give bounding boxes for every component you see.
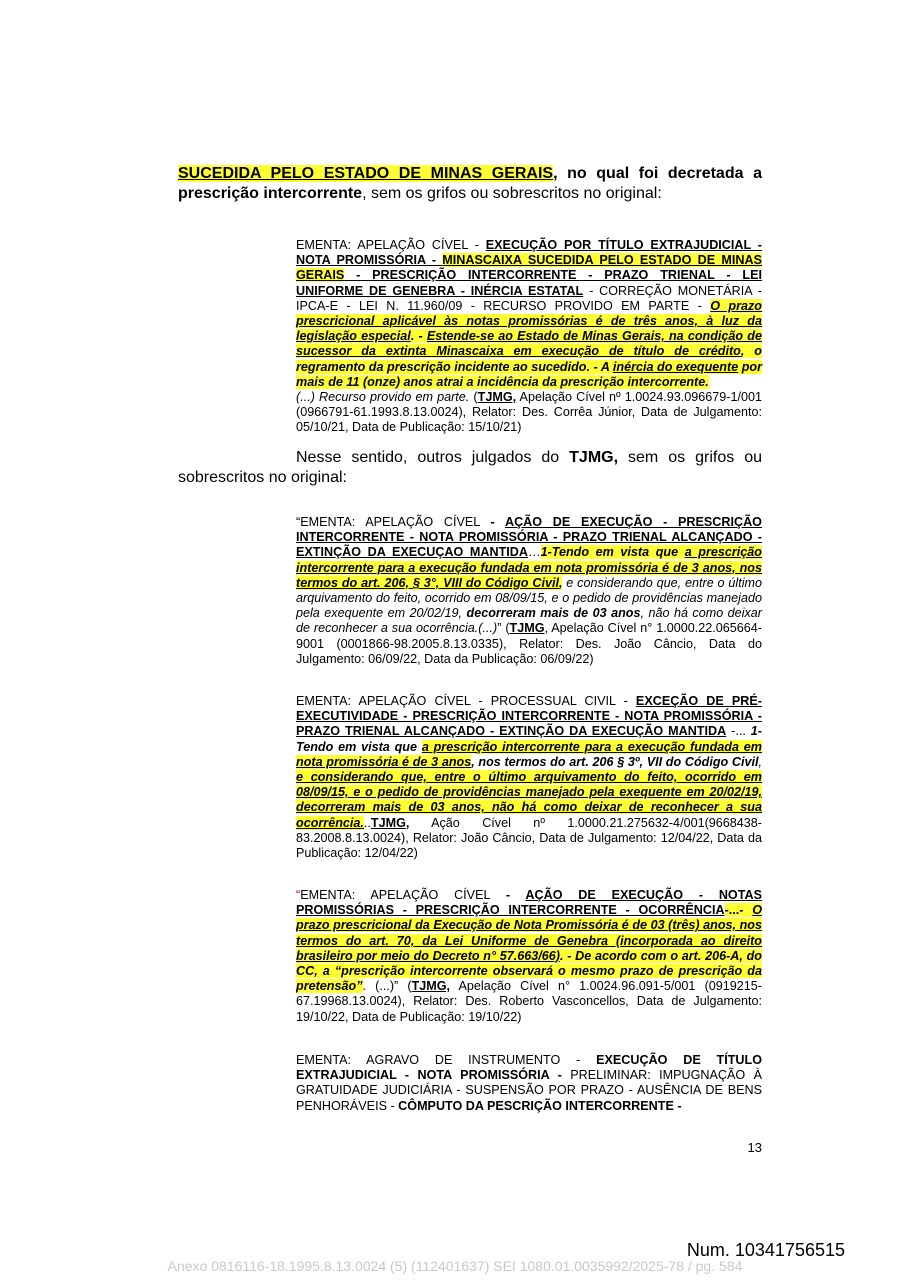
q3-g: , xyxy=(758,754,763,769)
q1-f: O prazo prescricional aplicável às notas promissórias é de três anos, à luz da legislação especial xyxy=(296,298,762,344)
intro-highlight: SUCEDIDA PELO ESTADO DE MINAS GERAIS xyxy=(178,165,554,182)
q4-d: AÇÃO DE EXECUÇÃO - NOTAS PROMISSÓRIAS - PRESCRIÇÃO INTERCORRENTE - OCORRÊNCIA xyxy=(296,888,762,918)
quote-ementa-3 xyxy=(296,694,762,861)
intro-tail: , sem os grifos ou sobrescritos no original: xyxy=(362,185,662,202)
q1-m: ( xyxy=(469,390,478,405)
q5-d: CÔMPUTO DA PESCRIÇÃO INTERCORRENTE - xyxy=(398,1098,682,1113)
document-number-stamp: Num. 10341756515 xyxy=(686,1240,845,1260)
q4-f: O prazo prescricional da Execução de Nota Promissória é de 03 (três) anos, nos termos do art. 70, da Lei Uniforme de Genebra (incorporada ao direito brasileiro por meio do Decreto n° 57.663/66) xyxy=(296,903,762,963)
q3-a: EMENTA: APELAÇÃO CÍVEL - PROCESSUAL CIVIL - xyxy=(296,694,636,708)
q2-e: 1-Tendo em vista que xyxy=(540,545,685,560)
q3-i: .. xyxy=(363,815,371,830)
mid-c: sem os grifos ou sobrescritos no original: xyxy=(178,449,763,486)
q4-c: - xyxy=(505,888,526,902)
q3-e: a prescrição intercorrente para a execução fundada em nota promissória é de 3 anos xyxy=(296,739,762,769)
q3-c: -... xyxy=(726,724,751,739)
q1-j: inércia do exequente xyxy=(612,359,739,374)
quote-ementa-5 xyxy=(296,1053,762,1114)
q4-j: Apelação Cível n° 1.0024.96.091-5/001 (0919215-67.19968.13.0024), Relator: Des. Roberto Vasconcellos, Data de Julgamento: 19/10/22, Data de Publicação: 19/10/22) xyxy=(296,979,762,1024)
q5-b: EXECUÇÃO DE TÍTULO EXTRAJUDICIAL - NOTA PROMISSÓRIA - xyxy=(296,1053,762,1083)
q1-d: - PRESCRIÇÃO INTERCORRENTE - PRAZO TRIENAL - LEI UNIFORME DE GENEBRA - INÉRCIA ESTATAL xyxy=(296,268,762,298)
q4-h: . (...)” ( xyxy=(362,979,412,994)
q1-n: TJMG, xyxy=(477,390,517,405)
intro-paragraph xyxy=(178,164,762,204)
page-number: 13 xyxy=(747,1140,762,1155)
q2-k: ” ( xyxy=(497,621,510,636)
q1-o: Apelação Cível nº 1.0024.93.096679-1/001 (0966791-61.1993.8.13.0024), Relator: Des. Corrêa Júnior, Data de Julgamento: 05/10/21, Data de Publicação: 15/10/21) xyxy=(296,390,762,435)
q2-c: AÇÃO DE EXECUÇÃO - PRESCRIÇÃO INTERCORRENTE - NOTA PROMISSÓRIA - PRAZO TRIENAL ALCANÇADO - EXTINÇÃO DA EXECUÇAO MANTIDA xyxy=(296,515,762,560)
q4-a: “ xyxy=(296,888,301,902)
q3-f: , nos termos do art. 206 § 3º, VII do Código Civil xyxy=(471,754,759,769)
q4-e: -...- xyxy=(724,903,753,918)
q2-f: a prescrição intercorrente para a execução fundada em nota promissória é de 3 anos, nos termos do art. 206, § 3°, VIII do Código Civil xyxy=(296,545,762,590)
q1-k: por mais de 11 (onze) anos atrai a incidência da prescrição intercorrente. xyxy=(296,359,763,389)
quote-ementa-1 xyxy=(296,238,762,436)
q5-a: EMENTA: AGRAVO DE INSTRUMENTO - xyxy=(296,1053,597,1067)
q2-d: … xyxy=(527,545,541,560)
q2-a: “EMENTA: APELAÇÃO CÍVEL xyxy=(296,515,491,529)
mid-b: TJMG, xyxy=(569,449,619,466)
q2-g: , xyxy=(558,575,563,590)
q1-h: Estende-se ao Estado de Minas Gerais, na condição de sucessor da extinta Minascaixa em execução de título de crédito xyxy=(296,329,762,359)
q2-m: , Apelação Cível n° 1.0000.22.065664-9001 (0001866-98.2005.8.13.0335), Relator: Des. João Câncio, Data do Julgamento: 06/09/22, Data da Publicação: 06/09/22) xyxy=(296,621,762,666)
q2-h: e considerando que, entre o último arquivamento do feito, ocorrido em 08/09/15, e o pedido de providências manejado pela exequente em 20/02/19, xyxy=(296,575,763,621)
q1-i: , o regramento da prescrição incidente ao sucedido. - A xyxy=(296,344,762,374)
q2-i: decorreram mais de 03 anos xyxy=(466,606,641,621)
intro-bold: , no qual foi decretada a prescrição intercorrente xyxy=(178,165,762,202)
q2-l: TJMG xyxy=(509,621,545,636)
quote-ementa-4 xyxy=(296,888,762,1025)
q1-a: EMENTA: APELAÇÃO CÍVEL - xyxy=(296,238,486,252)
q3-k: Ação Cível nº 1.0000.21.275632-4/001(9668438-83.2008.8.13.0024), Relator: João Câncio, Data de Julgamento: 12/04/22, Data da Publicação: 12/04/22) xyxy=(296,815,762,861)
q2-b: - xyxy=(490,515,505,529)
q4-i: TJMG, xyxy=(411,979,451,994)
q5-c: PRELIMINAR: IMPUGNAÇÃO À GRATUIDADE JUDICIÁRIA - SUSPENSÃO POR PRAZO - AUSÊNCIA DE BENS PENHORÁVEIS - xyxy=(296,1068,762,1113)
mid-a: Nesse sentido, outros julgados do xyxy=(296,449,570,466)
q3-d: 1- Tendo em vista que xyxy=(296,724,762,754)
q3-j: TJMG, xyxy=(370,815,410,830)
quote-ementa-2 xyxy=(296,515,762,667)
q1-b: EXECUÇÃO POR TÍTULO EXTRAJUDICIAL - NOTA PROMISSÓRIA - xyxy=(296,238,762,268)
q1-e: - CORREÇÃO MONETÁRIA - IPCA-E - LEI N. 11.960/09 - RECURSO PROVIDO EM PARTE - xyxy=(296,283,762,313)
q4-g: . - De acordo com o art. 206-A, do CC, a “prescrição intercorrente observará o mesmo prazo de prescrição da pretensão” xyxy=(296,948,762,994)
q3-h: e considerando que, entre o último arquivamento do feito, ocorrido em 08/09/15, e o pedido de providências manejado pela exequente em 20/02/19, decorreram mais de 03 anos, não há como deixar de reconhecer a sua ocorrência. xyxy=(296,770,762,830)
transition-paragraph xyxy=(178,448,762,488)
q2-j: , não há como deixar de reconhecer a sua ocorrência.(...) xyxy=(296,606,762,636)
annex-footer-stamp: Anexo 0816116-18.1995.8.13.0024 (5) (112401637) SEI 1080.01.0035992/2025-78 / pg. 584 xyxy=(167,1258,743,1274)
q1-l: (...) Recurso provido em parte. xyxy=(296,390,470,405)
q4-b: EMENTA: APELAÇÃO CÍVEL xyxy=(300,888,506,902)
q1-g: . - xyxy=(410,329,427,344)
q3-b: EXCEÇÃO DE PRÉ-EXECUTIVIDADE - PRESCRIÇÃO INTERCORRENTE - NOTA PROMISSÓRIA - PRAZO TRIENAL ALCANÇADO - EXTINÇÃO DA EXECUÇÃO MANTIDA xyxy=(296,694,762,739)
q1-c: MINASCAIXA SUCEDIDA PELO ESTADO DE MINAS GERAIS xyxy=(296,253,762,283)
